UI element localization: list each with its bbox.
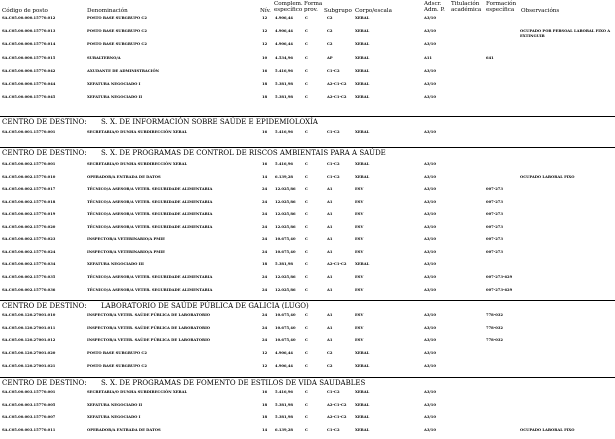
position-complement: 6.139,28 bbox=[275, 174, 293, 179]
position-code: SA.C05.00.120.27001.021 bbox=[2, 363, 56, 368]
position-assignment: A3/10 bbox=[424, 390, 436, 394]
position-form: C bbox=[305, 351, 308, 356]
position-assignment: A3/10 bbox=[424, 262, 436, 267]
position-form: C bbox=[305, 415, 308, 420]
position-denomination: OPERADOR/A ENTRADA DE DATOS bbox=[87, 427, 161, 432]
position-corps: XERAL bbox=[355, 174, 370, 179]
position-code: SA.C05.00.003.15770.011 bbox=[2, 427, 56, 432]
section-title: S. X. DE PROGRAMAS DE CONTROL DE RISCOS AMBIENTAIS PARA A SAÚDE bbox=[101, 149, 386, 157]
table-row bbox=[0, 16, 615, 25]
position-subgroup: A2-C1-C2 bbox=[327, 95, 347, 100]
position-form: C bbox=[305, 68, 308, 73]
position-complement: 4.534,96 bbox=[275, 55, 293, 60]
position-code: SA.C05.00.002.15770.001 bbox=[2, 162, 56, 166]
position-subgroup: A1 bbox=[327, 249, 333, 254]
section-divider bbox=[0, 377, 615, 378]
section-title: LABORATORIO DE SAÚDE PÚBLICA DE GALICIA (LUGO) bbox=[101, 302, 309, 310]
table-row bbox=[0, 275, 615, 284]
position-form: C bbox=[305, 212, 308, 217]
position-level: 16 bbox=[262, 130, 268, 134]
position-code: SA.C05.00.002.15770.035 bbox=[2, 274, 56, 279]
header-form: Forma prov. bbox=[304, 1, 323, 14]
position-denomination: POSTO BASE SUBGRUPO C2 bbox=[87, 351, 147, 356]
position-complement: 5.381,98 bbox=[275, 415, 293, 420]
position-subgroup: A2-C1-C2 bbox=[327, 262, 347, 267]
section-divider bbox=[0, 147, 615, 148]
position-training: 778-032 bbox=[486, 313, 503, 317]
position-level: 16 bbox=[262, 68, 268, 73]
position-subgroup: C1-C2 bbox=[327, 174, 340, 179]
position-corps: XERAL bbox=[355, 42, 370, 47]
position-denomination: INSPECTOR/A VETER. SAÚDE PÚBLICA DE LABORATORIO bbox=[87, 338, 211, 343]
position-denomination: TÉCNICO/A ASESOR/A VETER. SEGURIDADE ALIMENTARIA bbox=[87, 199, 213, 204]
position-corps: XERAL bbox=[355, 29, 370, 34]
position-notes: OCUPADO LABORAL FIXO bbox=[520, 427, 575, 432]
position-assignment: A3/10 bbox=[424, 427, 436, 432]
position-level: 12 bbox=[262, 42, 268, 47]
position-training: 007-273 bbox=[486, 224, 503, 229]
position-corps: ESV bbox=[355, 249, 364, 254]
position-denomination: XEFATURA NEGOCIADO III bbox=[87, 262, 144, 267]
position-code: SA.C05.00.002.15770.034 bbox=[2, 262, 56, 267]
position-assignment: A3/10 bbox=[424, 16, 436, 20]
section-title: S. X. DE INFORMACIÓN SOBRE SAÚDE E EPIDEMIOLOXÍA bbox=[101, 118, 318, 126]
table-row bbox=[0, 56, 615, 65]
table-row bbox=[0, 130, 615, 139]
table-row bbox=[0, 225, 615, 234]
position-denomination: POSTO BASE SUBGRUPO C2 bbox=[87, 363, 147, 368]
table-row bbox=[0, 162, 615, 171]
position-assignment: A3/10 bbox=[424, 212, 436, 217]
table-row bbox=[0, 364, 615, 373]
position-corps: XERAL bbox=[355, 390, 370, 394]
position-code: SA.C05.00.000.15770.042 bbox=[2, 68, 56, 73]
position-form: C bbox=[305, 174, 308, 179]
position-level: 24 bbox=[262, 224, 268, 229]
position-form: C bbox=[305, 42, 308, 47]
header-level: Nív. bbox=[260, 8, 271, 14]
position-complement: 5.416,96 bbox=[275, 130, 293, 134]
position-corps: XERAL bbox=[355, 402, 370, 407]
position-corps: XERAL bbox=[355, 130, 370, 134]
position-code: SA.C05.00.003.15770.001 bbox=[2, 390, 56, 394]
position-code: SA.C05.00.000.15770.045 bbox=[2, 95, 56, 100]
position-training: 007-273-629 bbox=[486, 274, 513, 279]
position-form: C bbox=[305, 187, 308, 192]
position-training: 007-273 bbox=[486, 187, 503, 192]
position-complement: 6.139,28 bbox=[275, 427, 293, 432]
position-denomination: XEFATURA NEGOCIADO II bbox=[87, 402, 143, 407]
table-row bbox=[0, 187, 615, 196]
position-code: SA.C05.00.120.27001.012 bbox=[2, 338, 56, 343]
position-level: 24 bbox=[262, 187, 268, 192]
position-form: C bbox=[305, 55, 308, 60]
position-corps: XERAL bbox=[355, 415, 370, 420]
position-assignment: A3/10 bbox=[424, 162, 436, 166]
position-level: 18 bbox=[262, 82, 268, 86]
position-form: C bbox=[305, 224, 308, 229]
position-corps: XERAL bbox=[355, 162, 370, 166]
position-denomination: SUBALTERNO/A bbox=[87, 55, 121, 60]
position-level: 12 bbox=[262, 29, 268, 34]
table-row bbox=[0, 428, 615, 437]
position-corps: XERAL bbox=[355, 16, 370, 20]
position-denomination: INSPECTOR/A VETERINARIO/A PMIE bbox=[87, 237, 165, 242]
position-denomination: SECRETARIA/O DUNHA SUBDIRECCIÓN XERAL bbox=[87, 162, 188, 166]
position-level: 16 bbox=[262, 162, 268, 166]
position-form: C bbox=[305, 338, 308, 343]
position-corps: XERAL bbox=[355, 427, 370, 432]
position-subgroup: C1-C2 bbox=[327, 130, 340, 134]
position-denomination: TÉCNICO/A ASESOR/A VETER. SEGURIDADE ALIMENTARIA bbox=[87, 287, 213, 292]
table-row bbox=[0, 262, 615, 271]
position-assignment: A3/10 bbox=[424, 174, 436, 179]
position-level: 24 bbox=[262, 338, 268, 343]
position-level: 24 bbox=[262, 325, 268, 330]
position-denomination: TÉCNICO/A ASESOR/A VETER. SEGURIDADE ALIMENTARIA bbox=[87, 274, 213, 279]
position-subgroup: A1 bbox=[327, 224, 333, 229]
section-header-2 bbox=[0, 148, 615, 160]
position-code: SA.C05.00.000.15770.012 bbox=[2, 16, 56, 20]
position-denomination: TÉCNICO/A ASESOR/A VETER. SEGURIDADE ALIMENTARIA bbox=[87, 212, 213, 217]
table-row bbox=[0, 82, 615, 91]
position-assignment: A3/10 bbox=[424, 237, 436, 242]
section-header-1 bbox=[0, 117, 615, 129]
position-code: SA.C05.00.002.15770.019 bbox=[2, 212, 56, 217]
position-denomination: XEFATURA NEGOCIADO I bbox=[87, 415, 141, 420]
position-subgroup: C2 bbox=[327, 42, 333, 47]
section-label: CENTRO DE DESTINO: bbox=[2, 302, 87, 310]
position-subgroup: A2-C1-C2 bbox=[327, 82, 347, 86]
position-assignment: A3/10 bbox=[424, 287, 436, 292]
position-assignment: A3/10 bbox=[424, 249, 436, 254]
table-row bbox=[0, 313, 615, 322]
table-row bbox=[0, 95, 615, 104]
position-subgroup: A1 bbox=[327, 338, 333, 343]
position-complement: 12.025,86 bbox=[275, 274, 296, 279]
position-denomination: POSTO BASE SUBGRUPO C2 bbox=[87, 42, 147, 47]
position-form: C bbox=[305, 287, 308, 292]
position-complement: 4.906,44 bbox=[275, 363, 293, 368]
position-notes: OCUPADO POR PERSOAL LABORAL FIXO A EXTINGUIR bbox=[520, 29, 611, 39]
position-form: C bbox=[305, 237, 308, 242]
position-corps: XERAL bbox=[355, 262, 370, 267]
position-complement: 4.906,44 bbox=[275, 29, 293, 34]
position-complement: 4.906,44 bbox=[275, 16, 293, 20]
section-divider bbox=[0, 116, 615, 117]
position-subgroup: C1-C2 bbox=[327, 427, 340, 432]
position-complement: 12.025,86 bbox=[275, 224, 296, 229]
position-code: SA.C05.00.002.15770.017 bbox=[2, 187, 56, 192]
position-form: C bbox=[305, 427, 308, 432]
table-row bbox=[0, 250, 615, 259]
header-complement: Complem. específico bbox=[274, 1, 303, 14]
position-corps: ESV bbox=[355, 338, 364, 343]
position-complement: 12.025,86 bbox=[275, 287, 296, 292]
position-corps: ESV bbox=[355, 199, 364, 204]
position-code: SA.C05.00.001.15770.001 bbox=[2, 130, 56, 134]
position-assignment: A3/10 bbox=[424, 130, 436, 134]
position-code: SA.C05.00.002.15770.036 bbox=[2, 287, 56, 292]
position-subgroup: C1-C2 bbox=[327, 390, 340, 394]
section-label: CENTRO DE DESTINO: bbox=[2, 379, 87, 387]
position-notes: OCUPADO LABORAL FIXO bbox=[520, 174, 575, 179]
position-assignment: A3/10 bbox=[424, 415, 436, 420]
table-row bbox=[0, 415, 615, 424]
position-denomination: INSPECTOR/A VETERINARIO/A PMIE bbox=[87, 249, 165, 254]
position-level: 18 bbox=[262, 262, 268, 267]
position-assignment: A3/10 bbox=[424, 29, 436, 34]
position-code: SA.C05.00.002.15770.024 bbox=[2, 249, 56, 254]
header-subgroup: Subgrupo bbox=[324, 8, 352, 14]
position-complement: 5.381,98 bbox=[275, 95, 293, 100]
position-subgroup: A1 bbox=[327, 187, 333, 192]
position-training: 007-273 bbox=[486, 237, 503, 242]
position-subgroup: A1 bbox=[327, 274, 333, 279]
position-complement: 10.675,40 bbox=[275, 237, 296, 242]
position-corps: XERAL bbox=[355, 68, 370, 73]
table-row bbox=[0, 175, 615, 184]
position-assignment: A3/10 bbox=[424, 199, 436, 204]
position-denomination: TÉCNICO/A ASESOR/A VETER. SEGURIDADE ALIMENTARIA bbox=[87, 224, 213, 229]
position-level: 14 bbox=[262, 427, 268, 432]
position-complement: 5.416,96 bbox=[275, 390, 293, 394]
position-form: C bbox=[305, 130, 308, 134]
position-corps: ESV bbox=[355, 274, 364, 279]
position-complement: 5.381,98 bbox=[275, 262, 293, 267]
position-subgroup: C1-C2 bbox=[327, 162, 340, 166]
position-training: 007-273 bbox=[486, 212, 503, 217]
position-subgroup: A1 bbox=[327, 212, 333, 217]
position-denomination: SECRETARIA/O DUNHA SUBDIRECCIÓN XERAL bbox=[87, 130, 188, 134]
position-form: C bbox=[305, 325, 308, 330]
position-denomination: INSPECTOR/A VETER. SAÚDE PÚBLICA DE LABORATORIO bbox=[87, 313, 211, 317]
position-form: C bbox=[305, 29, 308, 34]
position-level: 12 bbox=[262, 351, 268, 356]
position-form: C bbox=[305, 274, 308, 279]
position-code: SA.C05.00.003.15770.005 bbox=[2, 402, 56, 407]
position-code: SA.C05.00.003.15770.007 bbox=[2, 415, 56, 420]
position-code: SA.C05.00.002.15770.010 bbox=[2, 174, 56, 179]
position-complement: 4.906,44 bbox=[275, 42, 293, 47]
position-corps: ESV bbox=[355, 287, 364, 292]
position-level: 18 bbox=[262, 95, 268, 100]
position-corps: ESV bbox=[355, 212, 364, 217]
position-training: 641 bbox=[486, 55, 494, 60]
section-header-3 bbox=[0, 301, 615, 313]
table-row bbox=[0, 338, 615, 347]
position-complement: 5.381,98 bbox=[275, 402, 293, 407]
position-level: 24 bbox=[262, 199, 268, 204]
position-assignment: A3/10 bbox=[424, 363, 436, 368]
position-level: 16 bbox=[262, 390, 268, 394]
position-corps: ESV bbox=[355, 313, 364, 317]
position-level: 24 bbox=[262, 287, 268, 292]
position-code: SA.C05.00.002.15770.018 bbox=[2, 199, 56, 204]
header-training: Formación específica bbox=[486, 1, 517, 14]
position-complement: 12.025,86 bbox=[275, 187, 296, 192]
table-row bbox=[0, 288, 615, 297]
position-subgroup: A2-C1-C2 bbox=[327, 415, 347, 420]
position-assignment: A3/10 bbox=[424, 274, 436, 279]
position-complement: 10.675,40 bbox=[275, 249, 296, 254]
position-training: 778-032 bbox=[486, 338, 503, 343]
position-code: SA.C05.00.120.27001.010 bbox=[2, 313, 56, 317]
position-complement: 10.675,40 bbox=[275, 313, 296, 317]
position-corps: XERAL bbox=[355, 351, 370, 356]
position-form: C bbox=[305, 16, 308, 20]
position-form: C bbox=[305, 199, 308, 204]
header-denomination: Denominación bbox=[87, 8, 128, 14]
position-level: 18 bbox=[262, 402, 268, 407]
position-complement: 12.025,86 bbox=[275, 212, 296, 217]
position-form: C bbox=[305, 363, 308, 368]
position-form: C bbox=[305, 95, 308, 100]
position-level: 24 bbox=[262, 212, 268, 217]
table-row bbox=[0, 69, 615, 78]
position-assignment: A3/10 bbox=[424, 82, 436, 86]
section-title: S. X. DE PROGRAMAS DE FOMENTO DE ESTILOS DE VIDA SAUDABLES bbox=[101, 379, 366, 387]
position-complement: 12.025,86 bbox=[275, 199, 296, 204]
position-denomination: AXUDANTE DE ADMINISTRACIÓN bbox=[87, 68, 160, 73]
position-form: C bbox=[305, 262, 308, 267]
position-subgroup: A1 bbox=[327, 313, 333, 317]
position-denomination: XEFATURA NEGOCIADO I bbox=[87, 82, 141, 86]
position-complement: 4.906,44 bbox=[275, 351, 293, 356]
section-header-4 bbox=[0, 378, 615, 390]
position-subgroup: C1-C2 bbox=[327, 68, 340, 73]
position-form: C bbox=[305, 249, 308, 254]
header-code: Código de posto bbox=[2, 8, 48, 14]
position-assignment: A3/10 bbox=[424, 351, 436, 356]
position-complement: 5.416,96 bbox=[275, 68, 293, 73]
position-level: 18 bbox=[262, 415, 268, 420]
position-form: C bbox=[305, 313, 308, 317]
table-row bbox=[0, 42, 615, 51]
position-subgroup: C2 bbox=[327, 351, 333, 356]
position-assignment: A3/10 bbox=[424, 95, 436, 100]
header-degree: Titulación académica bbox=[451, 1, 482, 14]
position-level: 24 bbox=[262, 313, 268, 317]
position-corps: XERAL bbox=[355, 363, 370, 368]
position-form: C bbox=[305, 402, 308, 407]
position-level: 12 bbox=[262, 16, 268, 20]
position-level: 12 bbox=[262, 363, 268, 368]
position-assignment: A3/10 bbox=[424, 313, 436, 317]
section-divider bbox=[0, 300, 615, 301]
section-label: CENTRO DE DESTINO: bbox=[2, 149, 87, 157]
position-assignment: A11 bbox=[424, 55, 432, 60]
position-subgroup: A1 bbox=[327, 287, 333, 292]
position-assignment: A3/10 bbox=[424, 224, 436, 229]
table-row bbox=[0, 390, 615, 399]
position-complement: 5.416,96 bbox=[275, 162, 293, 166]
position-level: 24 bbox=[262, 237, 268, 242]
position-subgroup: C2 bbox=[327, 16, 333, 20]
position-form: C bbox=[305, 82, 308, 86]
position-code: SA.C05.00.120.27001.011 bbox=[2, 325, 56, 330]
position-level: 14 bbox=[262, 174, 268, 179]
position-assignment: A3/10 bbox=[424, 187, 436, 192]
position-code: SA.C05.00.002.15770.023 bbox=[2, 237, 56, 242]
table-row bbox=[0, 237, 615, 246]
position-subgroup: C2 bbox=[327, 363, 333, 368]
position-denomination: SECRETARIA/O DUNHA SUBDIRECCIÓN XERAL bbox=[87, 390, 188, 394]
table-row bbox=[0, 326, 615, 335]
position-denomination: TÉCNICO/A ASESOR/A VETER. SEGURIDADE ALIMENTARIA bbox=[87, 187, 213, 192]
position-denomination: OPERADOR/A ENTRADA DE DATOS bbox=[87, 174, 161, 179]
position-corps: ESV bbox=[355, 325, 364, 330]
position-assignment: A3/10 bbox=[424, 68, 436, 73]
position-corps: ESV bbox=[355, 187, 364, 192]
table-row bbox=[0, 403, 615, 412]
position-code: SA.C05.00.000.15770.044 bbox=[2, 82, 56, 86]
position-assignment: A3/10 bbox=[424, 402, 436, 407]
position-denomination: POSTO BASE SUBGRUPO C2 bbox=[87, 16, 147, 20]
table-row bbox=[0, 200, 615, 209]
position-denomination: XEFATURA NEGOCIADO II bbox=[87, 95, 143, 100]
position-corps: ESV bbox=[355, 237, 364, 242]
table-row bbox=[0, 212, 615, 221]
position-complement: 5.381,98 bbox=[275, 82, 293, 86]
position-denomination: POSTO BASE SUBGRUPO C2 bbox=[87, 29, 147, 34]
position-corps: XERAL bbox=[355, 82, 370, 86]
position-subgroup: C2 bbox=[327, 29, 333, 34]
position-corps: XERAL bbox=[355, 55, 370, 60]
position-corps: ESV bbox=[355, 224, 364, 229]
position-code: SA.C05.00.120.27001.020 bbox=[2, 351, 56, 356]
position-subgroup: A2-C1-C2 bbox=[327, 402, 347, 407]
position-subgroup: A1 bbox=[327, 325, 333, 330]
position-denomination: INSPECTOR/A VETER. SAÚDE PÚBLICA DE LABORATORIO bbox=[87, 325, 211, 330]
header-notes: Observacións bbox=[521, 8, 560, 14]
position-subgroup: A1 bbox=[327, 199, 333, 204]
position-training: 007-273 bbox=[486, 249, 503, 254]
position-code: SA.C05.00.000.15770.014 bbox=[2, 42, 56, 47]
position-subgroup: AP bbox=[327, 55, 333, 60]
position-training: 007-273-629 bbox=[486, 287, 513, 292]
position-level: 10 bbox=[262, 55, 268, 60]
header-assignment: Adscr. Adm. P. bbox=[424, 1, 445, 14]
position-level: 24 bbox=[262, 249, 268, 254]
position-level: 24 bbox=[262, 274, 268, 279]
position-assignment: A3/10 bbox=[424, 42, 436, 47]
position-code: SA.C05.00.000.15770.015 bbox=[2, 55, 56, 60]
position-code: SA.C05.00.002.15770.020 bbox=[2, 224, 56, 229]
position-subgroup: A1 bbox=[327, 237, 333, 242]
position-form: C bbox=[305, 390, 308, 394]
position-training: 007-273 bbox=[486, 199, 503, 204]
position-training: 778-032 bbox=[486, 325, 503, 330]
position-assignment: A3/10 bbox=[424, 325, 436, 330]
position-corps: XERAL bbox=[355, 95, 370, 100]
table-row bbox=[0, 351, 615, 360]
position-complement: 10.675,40 bbox=[275, 325, 296, 330]
table-row bbox=[0, 29, 615, 38]
position-form: C bbox=[305, 162, 308, 166]
section-label: CENTRO DE DESTINO: bbox=[2, 118, 87, 126]
position-complement: 10.675,40 bbox=[275, 338, 296, 343]
position-assignment: A3/10 bbox=[424, 338, 436, 343]
position-code: SA.C05.00.000.15770.013 bbox=[2, 29, 56, 34]
header-corps: Corpo/escala bbox=[355, 8, 392, 14]
